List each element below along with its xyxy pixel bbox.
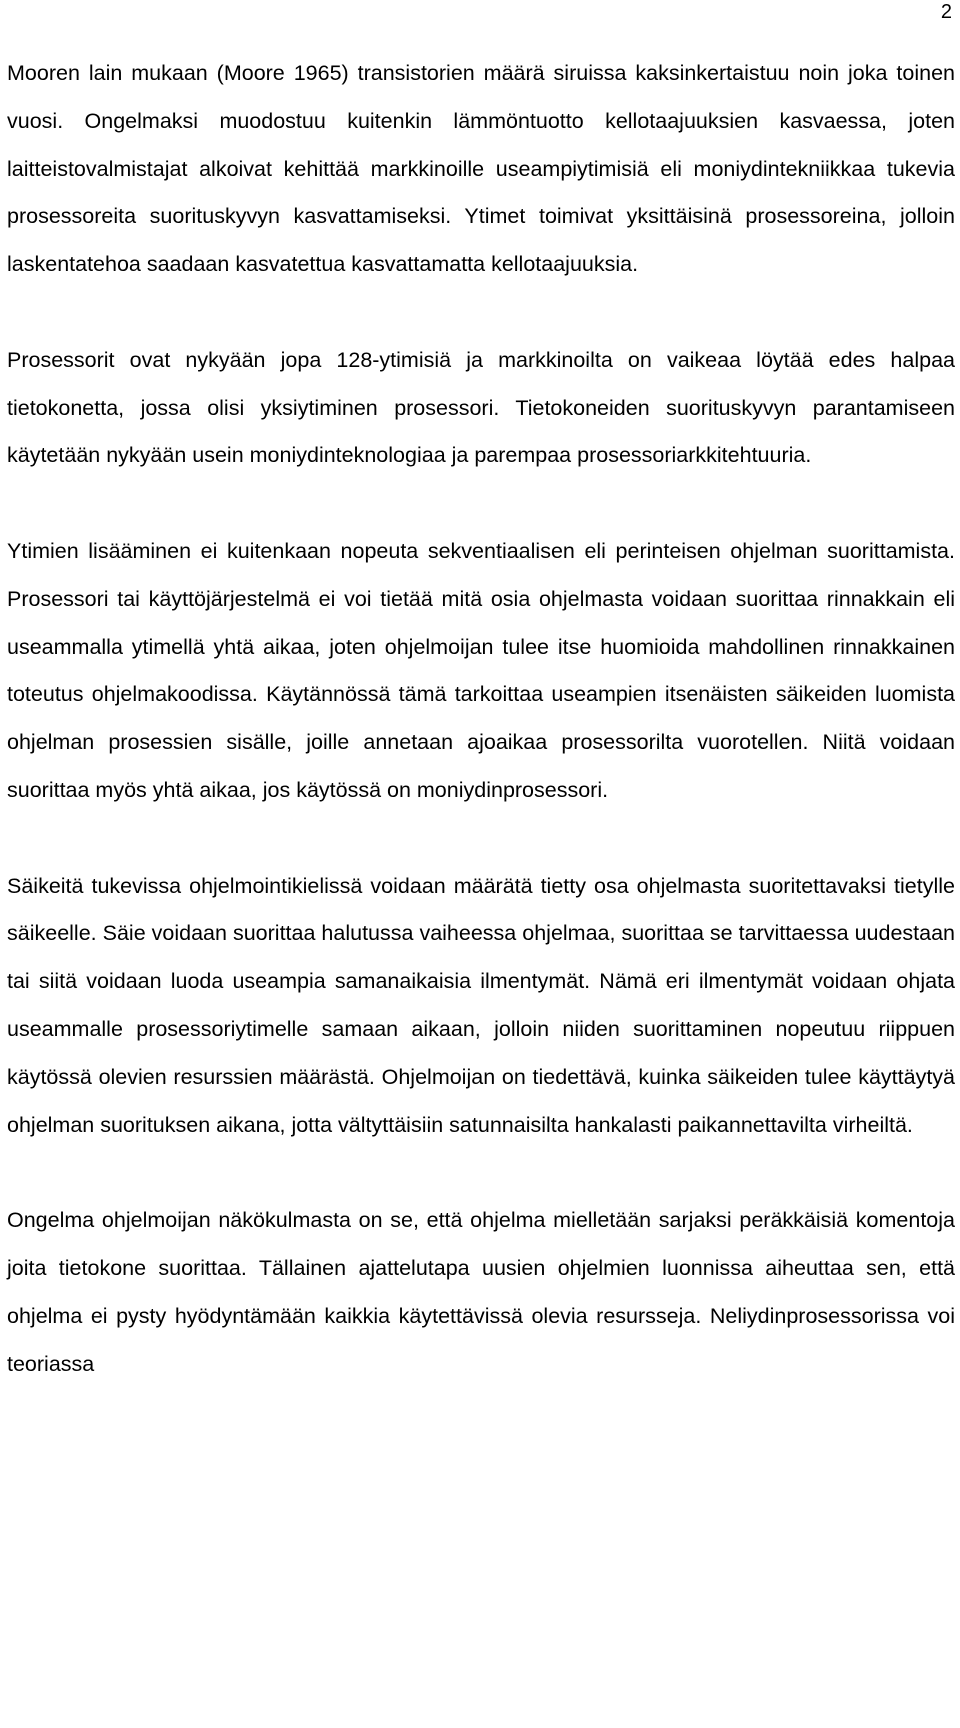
paragraph-sequential-programs: Ytimien lisääminen ei kuitenkaan nopeuta sekventiaalisen eli perinteisen ohjelman suorittamista. Prosessori tai käyttöjärjestelmä ei voi tietää mitä osia ohjelmasta voidaan suorittaa rinnakkain eli useammalla ytimellä yhtä aikaa, joten ohjelmoijan tulee itse huomioida mahdollinen rinnakkainen toteutus ohjelmakoodissa. Käytännössä tämä tarkoittaa useampien itsenäisten säikeiden luomista ohjelman prosessien sisälle, joille annetaan ajoaikaa prosessorilta vuorotellen. Niitä voidaan suorittaa myös yhtä aikaa, jos käytössä on moniydinprosessori. — [7, 538, 955, 802]
page-number: 2 — [940, 1, 952, 23]
paragraph-threads: Säikeitä tukevissa ohjelmointikielissä voidaan määrätä tietty osa ohjelmasta suoritettavaksi tietylle säikeelle. Säie voidaan suorittaa halutussa vaiheessa ohjelmaa, suorittaa se tarvittaessa uudestaan tai siitä voidaan luoda useampia samanaikaisia ilmentymät. Nämä eri ilmentymät voidaan ohjata useammalle prosessoriytimelle samaan aikaan, jolloin niiden suorittaminen nopeutuu riippuen käytössä olevien resurssien määrästä. Ohjelmoijan on tiedettävä, kuinka säikeiden tulee käyttäytyä ohjelman suorituksen aikana, jotta vältyttäisiin satunnaisilta hankalasti paikannettavilta virheiltä. — [7, 873, 955, 1137]
paragraph-moores-law: Mooren lain mukaan (Moore 1965) transistorien määrä siruissa kaksinkertaistuu noin joka toinen vuosi. Ongelmaksi muodostuu kuitenkin lämmöntuotto kellotaajuuksien kasvaessa, joten laitteistovalmistajat alkoivat kehittää markkinoille useampiytimisiä eli moniydintekniikkaa tukevia prosessoreita suorituskyvyn kasvattamiseksi. Ytimet toimivat yksittäisinä prosessoreina, jolloin laskentatehoa saadaan kasvatettua kasvattamatta kellotaajuuksia. — [7, 61, 955, 277]
document-body — [7, 50, 955, 1388]
paragraph-programmer-perspective: Ongelma ohjelmoijan näkökulmasta on se, että ohjelma mielletään sarjaksi peräkkäisiä komentoja joita tietokone suorittaa. Tällainen ajattelutapa uusien ohjelmien luonnissa aiheuttaa sen, että ohjelma ei pysty hyödyntämään kaikkia käytettävissä olevia resursseja. Neliydinprosessorissa voi teoriassa — [7, 1208, 955, 1376]
paragraph-multicore-processors: Prosessorit ovat nykyään jopa 128-ytimisiä ja markkinoilta on vaikeaa löytää edes halpaa tietokonetta, jossa olisi yksiytiminen prosessori. Tietokoneiden suorituskyvyn parantamiseen käytetään nykyään usein moniydinteknologiaa ja parempaa prosessoriarkkitehtuuria. — [7, 347, 955, 468]
